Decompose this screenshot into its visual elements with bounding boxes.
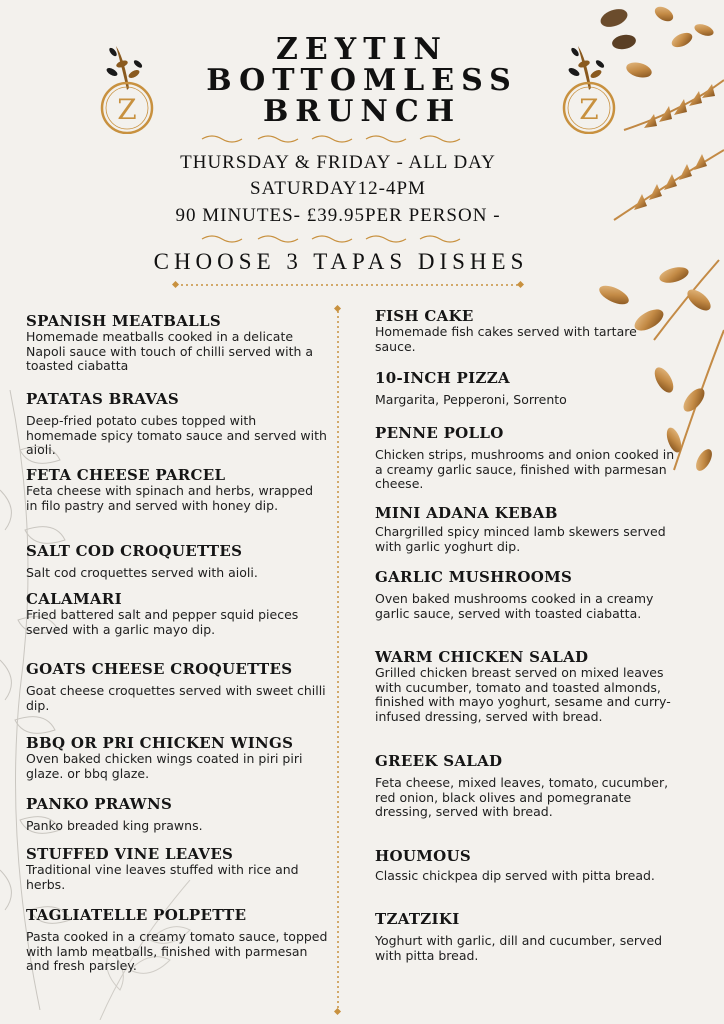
menu-item-desc: Feta cheese with spinach and herbs, wrapped in filo pastry and served with honey dip.	[26, 483, 313, 513]
info-days: THURSDAY & FRIDAY - ALL DAY	[180, 152, 496, 173]
gold-flourish-divider	[200, 234, 466, 244]
page-title	[0, 34, 724, 127]
menu-item-desc: Homemade meatballs cooked in a delicate Napoli sauce with touch of chilli served with a toasted ciabatta	[26, 329, 314, 373]
menu-item-name: FETA CHEESE PARCEL	[26, 466, 226, 484]
menu-item	[26, 906, 328, 974]
menu-item	[26, 466, 328, 513]
menu-item-name: SPANISH MEATBALLS	[26, 312, 221, 330]
menu-item-desc: Yoghurt with garlic, dill and cucumber, served with pitta bread.	[375, 933, 663, 963]
menu-item	[26, 734, 328, 781]
choose-heading: CHOOSE 3 TAPAS DISHES	[153, 249, 529, 274]
menu-item	[26, 845, 328, 892]
menu-item-desc: Fried battered salt and pepper squid pieces served with a garlic mayo dip.	[26, 607, 299, 637]
menu-item-desc: Chargrilled spicy minced lamb skewers served with garlic yoghurt dip.	[375, 524, 666, 554]
menu-item-name: TAGLIATELLE POLPETTE	[26, 906, 247, 924]
menu-item-desc: Goat cheese croquettes served with sweet chilli dip.	[26, 683, 326, 713]
title-line: ZEYTIN	[276, 32, 448, 67]
menu-item	[375, 847, 680, 884]
dotted-divider-horizontal	[172, 281, 524, 289]
menu-item	[375, 424, 680, 492]
logo-letter: Z	[117, 93, 137, 126]
menu-item	[375, 307, 680, 354]
menu-item	[26, 542, 328, 581]
menu-item-desc: Deep-fried potato cubes topped with homemade spicy tomato sauce and served with aioli.	[26, 413, 327, 457]
menu-item-desc: Feta cheese, mixed leaves, tomato, cucumber, red onion, black olives and pomegranate dressing, served with bread.	[375, 775, 669, 819]
menu-item	[26, 660, 328, 713]
menu-item-name: HOUMOUS	[375, 847, 472, 865]
menu-item-name: MINI ADANA KEBAB	[375, 504, 558, 522]
menu-item-name: PANKO PRAWNS	[26, 795, 173, 813]
menu-item-desc: Chicken strips, mushrooms and onion cooked in a creamy garlic sauce, finished with parmesan cheese.	[375, 447, 675, 491]
menu-item-name: GARLIC MUSHROOMS	[375, 568, 573, 586]
menu-item-name: PATATAS BRAVAS	[26, 390, 180, 408]
title-line: BOTTOMLESS	[206, 63, 518, 98]
menu-item-desc: Grilled chicken breast served on mixed leaves with cucumber, tomato and toasted almonds, finished with mayo yoghurt, sesame and curry-infused dressing, served with bread.	[375, 665, 671, 724]
menu-item-desc: Oven baked chicken wings coated in piri piri glaze. or bbq glaze.	[26, 751, 303, 781]
menu-item	[26, 390, 328, 458]
menu-item-name: STUFFED VINE LEAVES	[26, 845, 234, 863]
title-line: BRUNCH	[262, 94, 462, 129]
menu-item-desc: Oven baked mushrooms cooked in a creamy garlic sauce, served with toasted ciabatta.	[375, 591, 654, 621]
menu-item-name: GREEK SALAD	[375, 752, 503, 770]
menu-item-name: SALT COD CROQUETTES	[26, 542, 243, 560]
menu-item	[375, 369, 680, 408]
menu-item-name: FISH CAKE	[375, 307, 474, 325]
gold-flourish-divider	[200, 134, 466, 144]
dotted-divider-vertical	[334, 305, 342, 1017]
menu-item-name: PENNE POLLO	[375, 424, 504, 442]
menu-item-name: 10-INCH PIZZA	[375, 369, 510, 387]
menu-item-desc: Homemade fish cakes served with tartare sauce.	[375, 324, 637, 354]
menu-item-name: WARM CHICKEN SALAD	[375, 648, 589, 666]
menu-item-desc: Pasta cooked in a creamy tomato sauce, topped with lamb meatballs, finished with parmesan and fresh parsley.	[26, 929, 328, 973]
menu-item	[375, 752, 680, 820]
menu-item-desc: Margarita, Pepperoni, Sorrento	[375, 392, 567, 407]
menu-item-name: BBQ OR PRI CHICKEN WINGS	[26, 734, 294, 752]
menu-item	[26, 590, 328, 637]
menu-item-name: TZATZIKI	[375, 910, 460, 928]
menu-item	[375, 568, 680, 621]
info-saturday: SATURDAY12-4PM	[250, 178, 426, 199]
menu-item	[26, 795, 328, 834]
menu-item	[26, 312, 328, 374]
menu-item-desc: Classic chickpea dip served with pitta bread.	[375, 868, 655, 883]
menu-item	[375, 910, 680, 963]
menu-item-name: GOATS CHEESE CROQUETTES	[26, 660, 293, 678]
menu-item-desc: Panko breaded king prawns.	[26, 818, 203, 833]
menu-item-name: CALAMARI	[26, 590, 122, 608]
menu-item-desc: Traditional vine leaves stuffed with rice and herbs.	[26, 862, 299, 892]
menu-item	[375, 504, 680, 554]
logo-letter: Z	[579, 93, 599, 126]
menu-item	[375, 648, 680, 724]
info-price: 90 MINUTES- £39.95PER PERSON -	[175, 205, 501, 226]
menu-item-desc: Salt cod croquettes served with aioli.	[26, 565, 258, 580]
